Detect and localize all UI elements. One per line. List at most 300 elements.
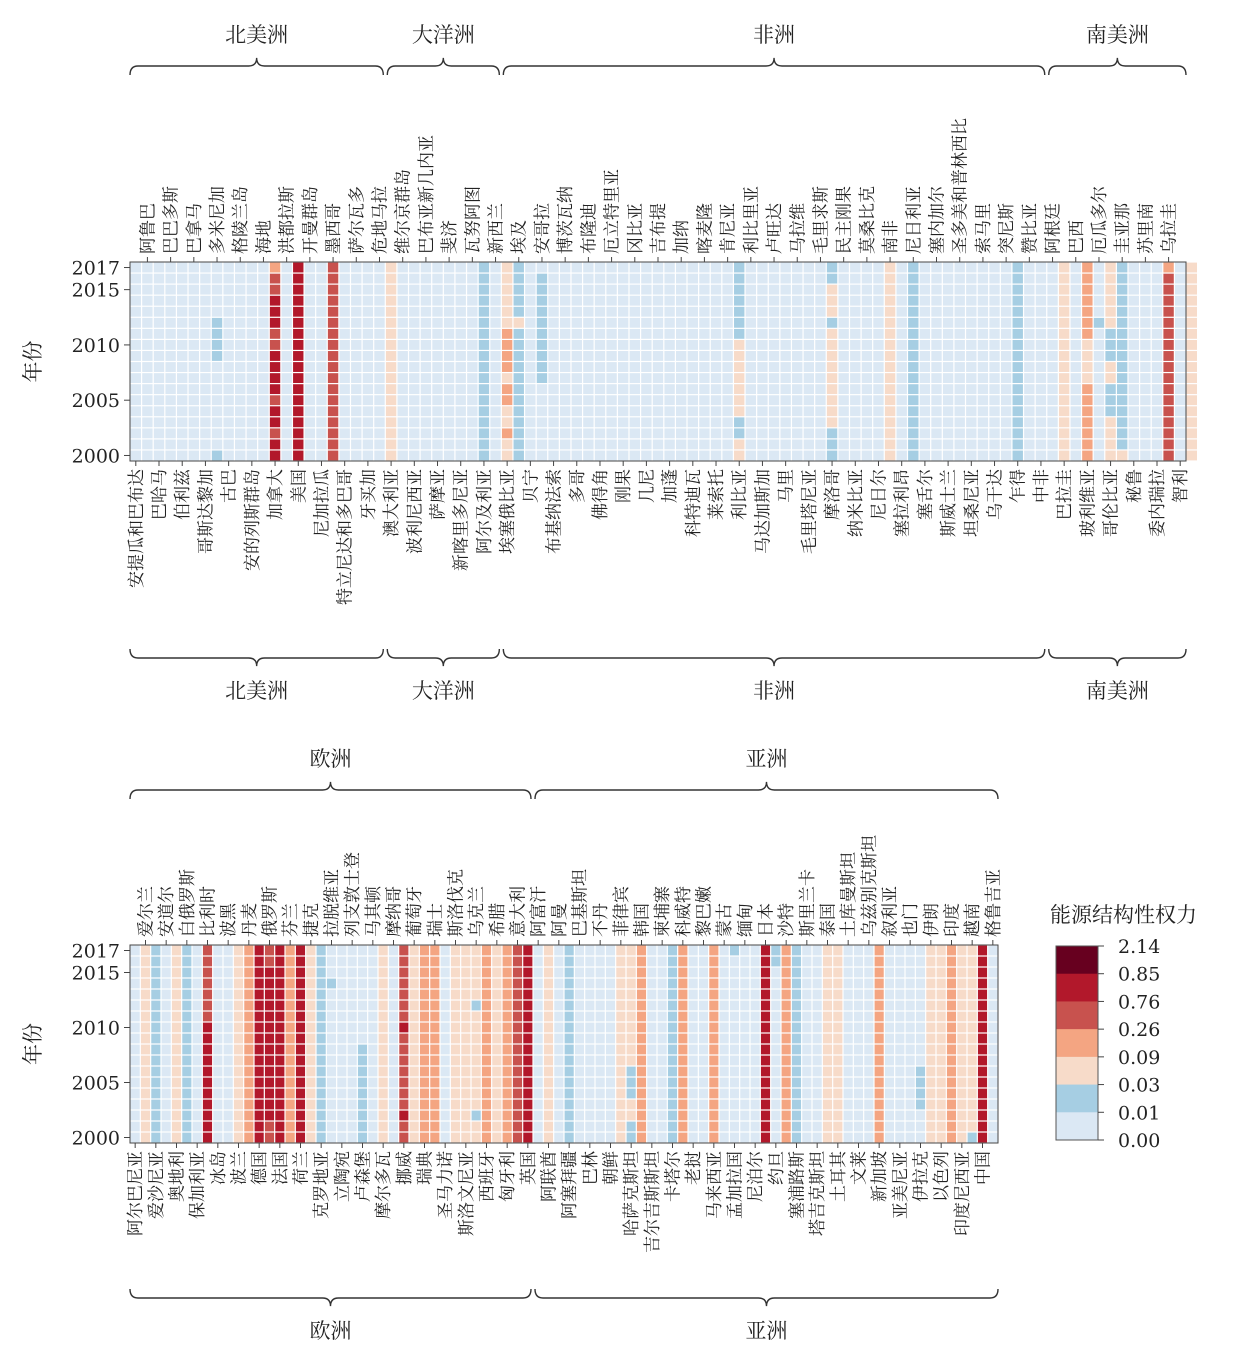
heatmap-cell — [895, 957, 904, 967]
heatmap-cell — [668, 1089, 677, 1099]
heatmap-cell — [606, 340, 616, 350]
heatmap-cell — [978, 296, 988, 306]
heatmap-cell — [1140, 373, 1150, 383]
heatmap-cell — [513, 1045, 522, 1055]
heatmap-cell — [630, 296, 640, 306]
heatmap-cell — [177, 362, 187, 372]
country-label: 布基纳法索 — [544, 469, 565, 554]
heatmap-cell — [947, 1111, 956, 1121]
heatmap-cell — [348, 957, 357, 967]
heatmap-cell — [306, 1078, 315, 1088]
heatmap-cell — [854, 1122, 863, 1132]
heatmap-cell — [523, 1023, 532, 1033]
continent-label-top: 欧洲 — [309, 747, 352, 771]
heatmap-cell — [358, 1067, 367, 1077]
heatmap-cell — [193, 957, 202, 967]
heatmap-cell — [575, 1078, 584, 1088]
heatmap-cell — [854, 1045, 863, 1055]
heatmap-cell — [978, 417, 988, 427]
heatmap-cell — [864, 1133, 873, 1143]
heatmap-cell — [627, 1034, 636, 1044]
heatmap-cell — [1117, 451, 1127, 461]
heatmap-cell — [658, 1111, 667, 1121]
heatmap-cell — [957, 1122, 966, 1132]
heatmap-cell — [317, 1034, 326, 1044]
heatmap-cell — [224, 979, 233, 989]
heatmap-cell — [193, 979, 202, 989]
heatmap-cell — [142, 395, 152, 405]
heatmap-cell — [862, 428, 872, 438]
heatmap-cell — [875, 1012, 884, 1022]
heatmap-cell — [966, 451, 976, 461]
country-label: 卡塔尔 — [663, 1151, 684, 1202]
heatmap-cell — [398, 406, 408, 416]
heatmap-cell — [1163, 307, 1173, 317]
heatmap-cell — [203, 1056, 212, 1066]
heatmap-cell — [235, 340, 245, 350]
heatmap-cell — [709, 1001, 718, 1011]
heatmap-cell — [689, 1133, 698, 1143]
heatmap-cell — [409, 384, 419, 394]
heatmap-cell — [441, 1045, 450, 1055]
heatmap-cell — [193, 1056, 202, 1066]
heatmap-cell — [305, 362, 315, 372]
heatmap-cell — [844, 1078, 853, 1088]
heatmap-cell — [514, 362, 524, 372]
heatmap-cell — [368, 1045, 377, 1055]
heatmap-cell — [379, 1023, 388, 1033]
heatmap-cell — [213, 1034, 222, 1044]
heatmap-cell — [689, 979, 698, 989]
heatmap-cell — [1105, 395, 1115, 405]
heatmap-cell — [348, 979, 357, 989]
heatmap-cell — [456, 329, 466, 339]
heatmap-cell — [711, 285, 721, 295]
heatmap-cell — [444, 362, 454, 372]
heatmap-cell — [514, 329, 524, 339]
continent-brace-bottom — [130, 1289, 531, 1306]
heatmap-cell — [513, 968, 522, 978]
heatmap-cell — [896, 329, 906, 339]
heatmap-cell — [937, 1034, 946, 1044]
heatmap-cell — [668, 1100, 677, 1110]
heatmap-cell — [213, 1067, 222, 1077]
country-label: 海地 — [254, 220, 275, 254]
heatmap-cell — [989, 428, 999, 438]
heatmap-cell — [699, 1089, 708, 1099]
heatmap-cell — [1094, 351, 1104, 361]
country-label: 匈牙利 — [498, 1151, 519, 1202]
heatmap-cell — [461, 1111, 470, 1121]
heatmap-cell — [813, 1078, 822, 1088]
heatmap-cell — [988, 1122, 997, 1132]
heatmap-cell — [200, 362, 210, 372]
heatmap-cell — [653, 274, 663, 284]
heatmap-cell — [792, 1078, 801, 1088]
heatmap-cell — [421, 296, 431, 306]
heatmap-cell — [1036, 439, 1046, 449]
heatmap-cell — [398, 274, 408, 284]
heatmap-cell — [802, 1111, 811, 1121]
heatmap-cell — [1024, 439, 1034, 449]
heatmap-cell — [492, 1067, 501, 1077]
heatmap-cell — [467, 329, 477, 339]
heatmap-cell — [668, 946, 677, 956]
heatmap-cell — [244, 1056, 253, 1066]
heatmap-cell — [212, 395, 222, 405]
heatmap-cell — [165, 417, 175, 427]
heatmap-cell — [740, 946, 749, 956]
heatmap-cell — [926, 1045, 935, 1055]
heatmap-cell — [792, 318, 802, 328]
heatmap-cell — [1094, 285, 1104, 295]
heatmap-cell — [374, 362, 384, 372]
heatmap-cell — [544, 1078, 553, 1088]
heatmap-cell — [616, 1089, 625, 1099]
heatmap-cell — [641, 329, 651, 339]
heatmap-cell — [647, 1111, 656, 1121]
heatmap-cell — [544, 990, 553, 1000]
heatmap-cell — [769, 351, 779, 361]
heatmap-cell — [875, 979, 884, 989]
heatmap-cell — [374, 417, 384, 427]
heatmap-cell — [339, 417, 349, 427]
heatmap-cell — [444, 395, 454, 405]
heatmap-cell — [989, 351, 999, 361]
heatmap-cell — [676, 351, 686, 361]
heatmap-cell — [722, 395, 732, 405]
heatmap-cell — [565, 1133, 574, 1143]
heatmap-cell — [572, 451, 582, 461]
heatmap-cell — [676, 263, 686, 273]
heatmap-cell — [554, 1133, 563, 1143]
heatmap-cell — [461, 1100, 470, 1110]
heatmap-cell — [1001, 362, 1011, 372]
heatmap-cell — [782, 1067, 791, 1077]
heatmap-cell — [630, 307, 640, 317]
country-label: 爱尔兰 — [136, 886, 157, 937]
heatmap-cell — [937, 1078, 946, 1088]
heatmap-cell — [678, 1012, 687, 1022]
heatmap-cell — [804, 451, 814, 461]
heatmap-cell — [926, 957, 935, 967]
country-label: 丹麦 — [239, 903, 260, 937]
heatmap-cell — [363, 274, 373, 284]
heatmap-cell — [482, 1089, 491, 1099]
heatmap-cell — [637, 1045, 646, 1055]
heatmap-cell — [627, 946, 636, 956]
heatmap-cell — [885, 1089, 894, 1099]
heatmap-cell — [572, 395, 582, 405]
heatmap-cell — [472, 968, 481, 978]
heatmap-cell — [317, 1067, 326, 1077]
heatmap-cell — [957, 957, 966, 967]
heatmap-cell — [490, 428, 500, 438]
heatmap-cell — [688, 285, 698, 295]
heatmap-cell — [689, 1100, 698, 1110]
heatmap-cell — [583, 263, 593, 273]
heatmap-cell — [627, 1012, 636, 1022]
heatmap-cell — [193, 1122, 202, 1132]
heatmap-cell — [328, 285, 338, 295]
heatmap-cell — [421, 340, 431, 350]
heatmap-cell — [432, 307, 442, 317]
country-label: 肯尼亚 — [718, 203, 739, 254]
heatmap-cell — [472, 957, 481, 967]
heatmap-cell — [1036, 384, 1046, 394]
heatmap-cell — [595, 439, 605, 449]
heatmap-cell — [275, 1034, 284, 1044]
heatmap-cell — [908, 373, 918, 383]
heatmap-cell — [637, 957, 646, 967]
heatmap-cell — [430, 1089, 439, 1099]
heatmap-cell — [1152, 362, 1162, 372]
heatmap-cell — [771, 1001, 780, 1011]
heatmap-cell — [1094, 274, 1104, 284]
heatmap-cell — [813, 1100, 822, 1110]
heatmap-cell — [734, 307, 744, 317]
heatmap-cell — [595, 296, 605, 306]
heatmap-cell — [151, 957, 160, 967]
heatmap-cell — [479, 417, 489, 427]
heatmap-cell — [162, 957, 171, 967]
heatmap-cell — [780, 318, 790, 328]
heatmap-cell — [502, 340, 512, 350]
heatmap-cell — [368, 946, 377, 956]
heatmap-cell — [479, 373, 489, 383]
heatmap-cell — [653, 285, 663, 295]
heatmap-cell — [165, 406, 175, 416]
heatmap-cell — [709, 957, 718, 967]
heatmap-cell — [255, 1056, 264, 1066]
heatmap-cell — [142, 263, 152, 273]
heatmap-cell — [572, 307, 582, 317]
heatmap-cell — [203, 946, 212, 956]
heatmap-cell — [265, 1078, 274, 1088]
country-label: 缅甸 — [735, 903, 756, 937]
continent-brace-top — [130, 782, 531, 799]
heatmap-cell — [409, 417, 419, 427]
heatmap-cell — [850, 373, 860, 383]
heatmap-cell — [595, 340, 605, 350]
heatmap-cell — [895, 946, 904, 956]
heatmap-cell — [792, 417, 802, 427]
heatmap-cell — [989, 373, 999, 383]
heatmap-cell — [467, 340, 477, 350]
heatmap-cell — [224, 957, 233, 967]
heatmap-cell — [720, 990, 729, 1000]
heatmap-cell — [131, 417, 141, 427]
heatmap-cell — [647, 1045, 656, 1055]
heatmap-cell — [234, 1122, 243, 1132]
heatmap-cell — [699, 1111, 708, 1121]
heatmap-cell — [358, 946, 367, 956]
heatmap-cell — [348, 1133, 357, 1143]
heatmap-cell — [275, 979, 284, 989]
heatmap-cell — [854, 946, 863, 956]
heatmap-cell — [895, 1133, 904, 1143]
heatmap-cell — [1013, 406, 1023, 416]
heatmap-cell — [722, 307, 732, 317]
heatmap-cell — [734, 451, 744, 461]
heatmap-cell — [873, 439, 883, 449]
heatmap-cell — [141, 1111, 150, 1121]
heatmap-cell — [537, 296, 547, 306]
heatmap-cell — [162, 1122, 171, 1132]
heatmap-cell — [398, 417, 408, 427]
heatmap-cell — [554, 1023, 563, 1033]
heatmap-cell — [734, 384, 744, 394]
heatmap-cell — [1129, 373, 1139, 383]
heatmap-cell — [306, 1023, 315, 1033]
heatmap-cell — [585, 979, 594, 989]
heatmap-cell — [503, 1023, 512, 1033]
heatmap-cell — [906, 968, 915, 978]
heatmap-cell — [769, 263, 779, 273]
heatmap-cell — [162, 946, 171, 956]
heatmap-cell — [688, 263, 698, 273]
heatmap-cell — [172, 1067, 181, 1077]
heatmap-cell — [151, 1056, 160, 1066]
heatmap-cell — [875, 990, 884, 1000]
heatmap-cell — [351, 285, 361, 295]
heatmap-cell — [368, 1100, 377, 1110]
legend-swatch — [1056, 1029, 1098, 1057]
heatmap-cell — [451, 1111, 460, 1121]
heatmap-cell — [565, 968, 574, 978]
heatmap-cell — [688, 451, 698, 461]
heatmap-cell — [926, 1001, 935, 1011]
heatmap-cell — [854, 957, 863, 967]
heatmap-cell — [761, 979, 770, 989]
heatmap-cell — [988, 1067, 997, 1077]
heatmap-cell — [316, 373, 326, 383]
heatmap-cell — [1024, 384, 1034, 394]
heatmap-cell — [534, 946, 543, 956]
country-label: 科特迪瓦 — [683, 469, 704, 537]
heatmap-cell — [409, 451, 419, 461]
heatmap-cell — [337, 1012, 346, 1022]
heatmap-cell — [131, 318, 141, 328]
heatmap-cell — [813, 990, 822, 1000]
heatmap-cell — [575, 990, 584, 1000]
heatmap-cell — [827, 428, 837, 438]
heatmap-cell — [1001, 274, 1011, 284]
country-label: 克罗地亚 — [312, 1151, 333, 1219]
heatmap-cell — [596, 957, 605, 967]
heatmap-cell — [1001, 384, 1011, 394]
heatmap-cell — [802, 1045, 811, 1055]
heatmap-cell — [490, 384, 500, 394]
heatmap-cell — [451, 1045, 460, 1055]
heatmap-cell — [432, 351, 442, 361]
heatmap-cell — [699, 329, 709, 339]
heatmap-cell — [978, 1034, 987, 1044]
heatmap-cell — [618, 395, 628, 405]
country-label: 越南 — [963, 903, 984, 937]
heatmap-cell — [398, 296, 408, 306]
heatmap-cell — [1013, 417, 1023, 427]
heatmap-cell — [873, 406, 883, 416]
heatmap-cell — [182, 1078, 191, 1088]
heatmap-cell — [200, 340, 210, 350]
heatmap-cell — [1036, 451, 1046, 461]
heatmap-cell — [823, 1100, 832, 1110]
heatmap-cell — [823, 1133, 832, 1143]
heatmap-cell — [432, 362, 442, 372]
heatmap-cell — [131, 384, 141, 394]
heatmap-cell — [637, 968, 646, 978]
heatmap-cell — [630, 428, 640, 438]
heatmap-cell — [172, 1012, 181, 1022]
heatmap-cell — [1175, 406, 1185, 416]
heatmap-cell — [177, 451, 187, 461]
heatmap-cell — [554, 1001, 563, 1011]
heatmap-cell — [368, 957, 377, 967]
heatmap-cell — [339, 329, 349, 339]
heatmap-cell — [838, 417, 848, 427]
heatmap-cell — [1047, 285, 1057, 295]
heatmap-cell — [583, 428, 593, 438]
heatmap-cell — [525, 285, 535, 295]
heatmap-cell — [596, 1023, 605, 1033]
heatmap-cell — [937, 1067, 946, 1077]
heatmap-cell — [1001, 395, 1011, 405]
heatmap-cell — [771, 1133, 780, 1143]
heatmap-cell — [444, 329, 454, 339]
heatmap-cell — [920, 296, 930, 306]
heatmap-cell — [399, 1067, 408, 1077]
heatmap-cell — [699, 451, 709, 461]
heatmap-cell — [503, 1056, 512, 1066]
heatmap-cell — [339, 384, 349, 394]
heatmap-cell — [490, 340, 500, 350]
heatmap-cell — [751, 1111, 760, 1121]
heatmap-cell — [432, 428, 442, 438]
heatmap-cell — [305, 296, 315, 306]
heatmap-cell — [641, 296, 651, 306]
heatmap-cell — [503, 1067, 512, 1077]
heatmap-cell — [978, 439, 988, 449]
heatmap-cell — [177, 395, 187, 405]
heatmap-cell — [920, 428, 930, 438]
heatmap-cell — [931, 285, 941, 295]
heatmap-cell — [255, 1067, 264, 1077]
heatmap-cell — [234, 1034, 243, 1044]
heatmap-cell — [244, 1078, 253, 1088]
heatmap-cell — [618, 263, 628, 273]
heatmap-cell — [255, 979, 264, 989]
heatmap-cell — [937, 1045, 946, 1055]
country-label: 以色列 — [932, 1151, 953, 1202]
heatmap-cell — [479, 439, 489, 449]
heatmap-cell — [780, 362, 790, 372]
heatmap-cell — [379, 957, 388, 967]
heatmap-cell — [223, 451, 233, 461]
heatmap-cell — [947, 1133, 956, 1143]
heatmap-cell — [544, 1089, 553, 1099]
heatmap-cell — [131, 1078, 140, 1088]
heatmap-cell — [757, 406, 767, 416]
heatmap-cell — [813, 1023, 822, 1033]
heatmap-cell — [596, 1078, 605, 1088]
heatmap-cell — [306, 1001, 315, 1011]
heatmap-cell — [399, 979, 408, 989]
heatmap-cell — [1117, 307, 1127, 317]
heatmap-cell — [627, 957, 636, 967]
heatmap-cell — [513, 1001, 522, 1011]
heatmap-cell — [317, 1100, 326, 1110]
